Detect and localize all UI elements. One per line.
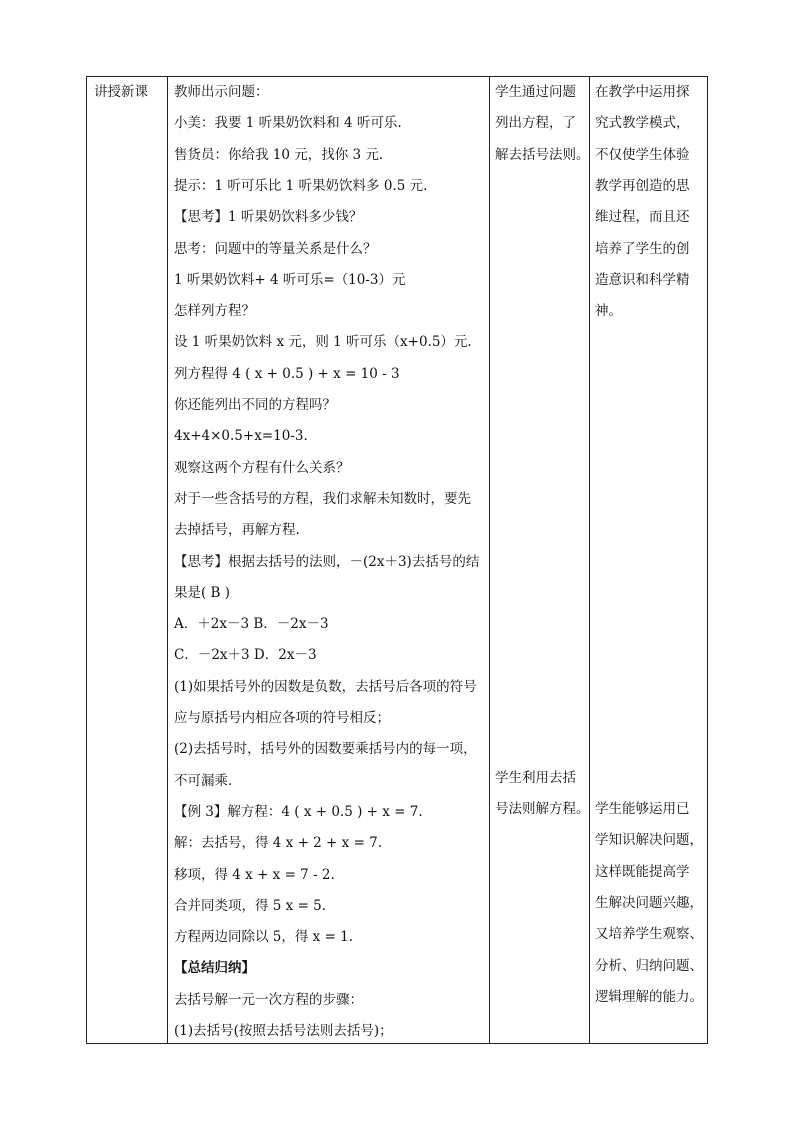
- teacher-activity-line: 观察这两个方程有什么关系？: [174, 459, 350, 476]
- teacher-activity-line: 方程两边同除以 5，得 x = 1.: [174, 929, 354, 946]
- teacher-activity-line: 4x+4×0.5+x=10-3.: [174, 428, 308, 445]
- design-intent-line: 学生能够运用已: [595, 801, 690, 817]
- teacher-activity-line: 售货员：你给我 10 元，找你 3 元.: [174, 146, 384, 163]
- table-border-left: [86, 76, 87, 1044]
- table-border-right: [707, 76, 708, 1044]
- design-intent-line: 造意识和科学精: [595, 271, 690, 288]
- teacher-activity-line: 小美：我要 1 听果奶饮料和 4 听可乐.: [174, 115, 402, 132]
- teacher-activity-line: 移项，得 4 x + x = 7 - 2.: [174, 866, 335, 883]
- table-border-bottom: [86, 1043, 708, 1044]
- design-intent-line: 这样既能提高学: [595, 863, 690, 880]
- teacher-activity-line: 列方程得 4 ( x + 0.5 ) + x = 10 - 3: [174, 365, 400, 382]
- teacher-activity-line: 【思考】根据去括号的法则，－(2x＋3)去括号的结: [174, 553, 480, 570]
- design-intent-line: 生解决问题兴趣，: [595, 894, 703, 911]
- teacher-activity-line: 设 1 听果奶饮料 x 元，则 1 听可乐（x+0.5）元.: [174, 334, 472, 351]
- teacher-activity-line: 1 听果奶饮料+ 4 听可乐=（10-3）元: [174, 271, 406, 288]
- teacher-activity-line: 怎样列方程？: [174, 303, 255, 320]
- teacher-activity-line: 思考：问题中的等量关系是什么？: [174, 240, 377, 257]
- teacher-activity-line: 合并同类项，得 5 x = 5.: [174, 897, 327, 914]
- teacher-activity-line: 提示：1 听可乐比 1 听果奶饮料多 0.5 元.: [174, 177, 428, 194]
- teacher-activity-line: 去掉括号，再解方程.: [174, 522, 300, 539]
- teacher-activity-line: (2)去括号时，括号外的因数要乘括号内的每一项，: [174, 741, 477, 758]
- design-intent-line: 分析、归纳问题、: [595, 957, 703, 974]
- teacher-activity-line: (1)如果括号外的因数是负数，去括号后各项的符号: [174, 678, 477, 695]
- design-intent-line: 神。: [595, 303, 622, 320]
- design-intent-line: 逻辑理解的能力。: [595, 988, 703, 1005]
- teacher-activity-line: A．＋2x－3 B．－2x－3: [174, 616, 329, 633]
- teacher-activity-line: 解：去括号，得 4 x + 2 + x = 7.: [174, 835, 383, 852]
- design-intent-line: 学知识解决问题，: [595, 832, 703, 849]
- student-activity-line: 列出方程，了: [495, 115, 576, 132]
- lesson-table: [86, 76, 708, 1044]
- design-intent-line: 又培养学生观察、: [595, 926, 703, 943]
- teacher-activity-line: 果是( B ): [174, 584, 231, 601]
- teacher-activity-line: 你还能列出不同的方程吗？: [174, 397, 336, 413]
- teacher-activity-line: 去括号解一元一次方程的步骤：: [174, 991, 363, 1008]
- teacher-activity-line: (1)去括号(按照去括号法则去括号)；: [174, 1023, 393, 1039]
- teacher-activity-line: 【思考】1 听果奶饮料多少钱？: [174, 209, 363, 226]
- student-activity-line: 学生通过问题: [495, 84, 576, 100]
- column-divider-3: [589, 76, 590, 1044]
- column-divider-2: [489, 76, 490, 1044]
- design-intent-line: 在教学中运用探: [595, 84, 690, 100]
- student-activity-line: 号法则解方程。: [495, 801, 590, 818]
- design-intent-line: 教学再创造的思: [595, 177, 690, 194]
- student-activity-line: 解去括号法则。: [495, 146, 590, 163]
- design-intent-line: 培养了学生的创: [595, 240, 690, 257]
- design-intent-line: 不仅使学生体验: [595, 146, 690, 163]
- teacher-activity-line: 对于一些含括号的方程，我们求解未知数时，要先: [174, 490, 471, 507]
- student-activity-line: 学生利用去括: [495, 770, 576, 786]
- column-divider-1: [167, 76, 168, 1044]
- teacher-activity-line: C．－2x＋3 D．2x－3: [174, 647, 317, 664]
- design-intent-line: 维过程，而且还: [595, 209, 690, 226]
- teacher-activity-line: 【总结归纳】: [174, 960, 255, 977]
- teacher-activity-line: 教师出示问题：: [174, 84, 269, 100]
- section-label: 讲授新课: [94, 84, 148, 100]
- teacher-activity-line: 不可漏乘．: [174, 772, 242, 789]
- design-intent-line: 究式教学模式，: [595, 115, 690, 132]
- teacher-activity-line: 应与原括号内相应各项的符号相反；: [174, 710, 390, 726]
- teacher-activity-line: 【例 3】解方程：4 ( x + 0.5 ) + x = 7.: [174, 803, 423, 820]
- table-border-top: [86, 76, 708, 77]
